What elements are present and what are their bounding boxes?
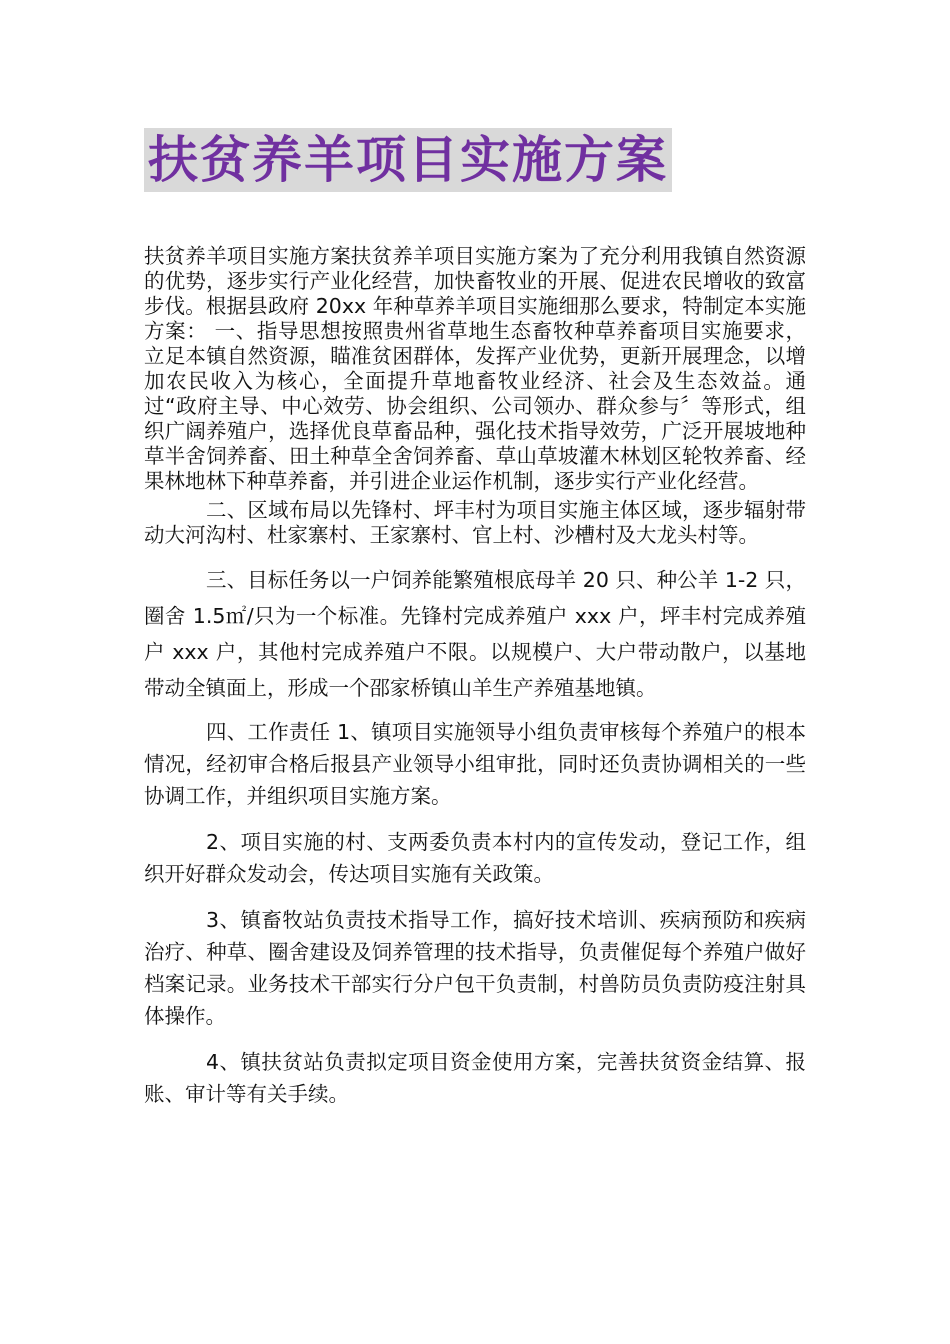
paragraph-intro: 扶贫养羊项目实施方案扶贫养羊项目实施方案为了充分利用我镇自然资源的优势，逐步实行产业化经营，加快畜牧业的开展、促进农民增收的致富步伐。根据县政府 20xx 年种草养羊项目实施细那么要求，特制定本实施方案： 一、指导思想按照贵州省草地生态畜牧种草养畜项目实施要求，立足本镇自然资源，瞄准贫困群体，发挥产业优势，更新开展理念，以增加农民收入为核心，全面提升草地畜牧业经济、社会及生态效益。通过“政府主导、中心效劳、协会组织、公司领办、群众参与〞等形式，组织广阔养殖户，选择优良草畜品种，强化技术指导效劳，广泛开展坡地种草半舍饲养畜、田土种草全舍饲养畜、草山草坡灌木林划区轮牧养畜、经果林地林下种草养畜，并引进企业运作机制，逐步实行产业化经营。 <box>144 244 806 493</box>
paragraph-responsibility-4: 4、镇扶贫站负责拟定项目资金使用方案，完善扶贫资金结算、报账、审计等有关手续。 <box>144 1050 806 1106</box>
paragraph-responsibility-2: 2、项目实施的村、支两委负责本村内的宣传发动，登记工作，组织开好群众发动会，传达项目实施有关政策。 <box>144 830 806 886</box>
paragraph-responsibility-3: 3、镇畜牧站负责技术指导工作，搞好技术培训、疾病预防和疾病治疗、种草、圈舍建设及饲养管理的技术指导，负责催促每个养殖户做好档案记录。业务技术干部实行分户包干负责制，村兽防员负责防疫注射具体操作。 <box>144 908 806 1028</box>
paragraph-layout: 二、区域布局以先锋村、坪丰村为项目实施主体区域，逐步辐射带动大河沟村、杜家寨村、王家寨村、官上村、沙槽村及大龙头村等。 <box>144 498 806 547</box>
document-title: 扶贫养羊项目实施方案 <box>148 131 668 189</box>
paragraph-responsibility-1: 四、工作责任 1、镇项目实施领导小组负责审核每个养殖户的根本情况，经初审合格后报县产业领导小组审批，同时还负责协调相关的一些协调工作，并组织项目实施方案。 <box>144 720 806 808</box>
title-highlight <box>144 128 672 192</box>
paragraph-targets: 三、目标任务以一户饲养能繁殖根底母羊 20 只、种公羊 1-2 只，圈舍 1.5㎡/只为一个标准。先锋村完成养殖户 xxx 户，坪丰村完成养殖户 xxx 户，其他村完成养殖户不限。以规模户、大户带动散户，以基地带动全镇面上，形成一个邵家桥镇山羊生产养殖基地镇。 <box>144 568 806 700</box>
document-body <box>144 244 806 1110</box>
